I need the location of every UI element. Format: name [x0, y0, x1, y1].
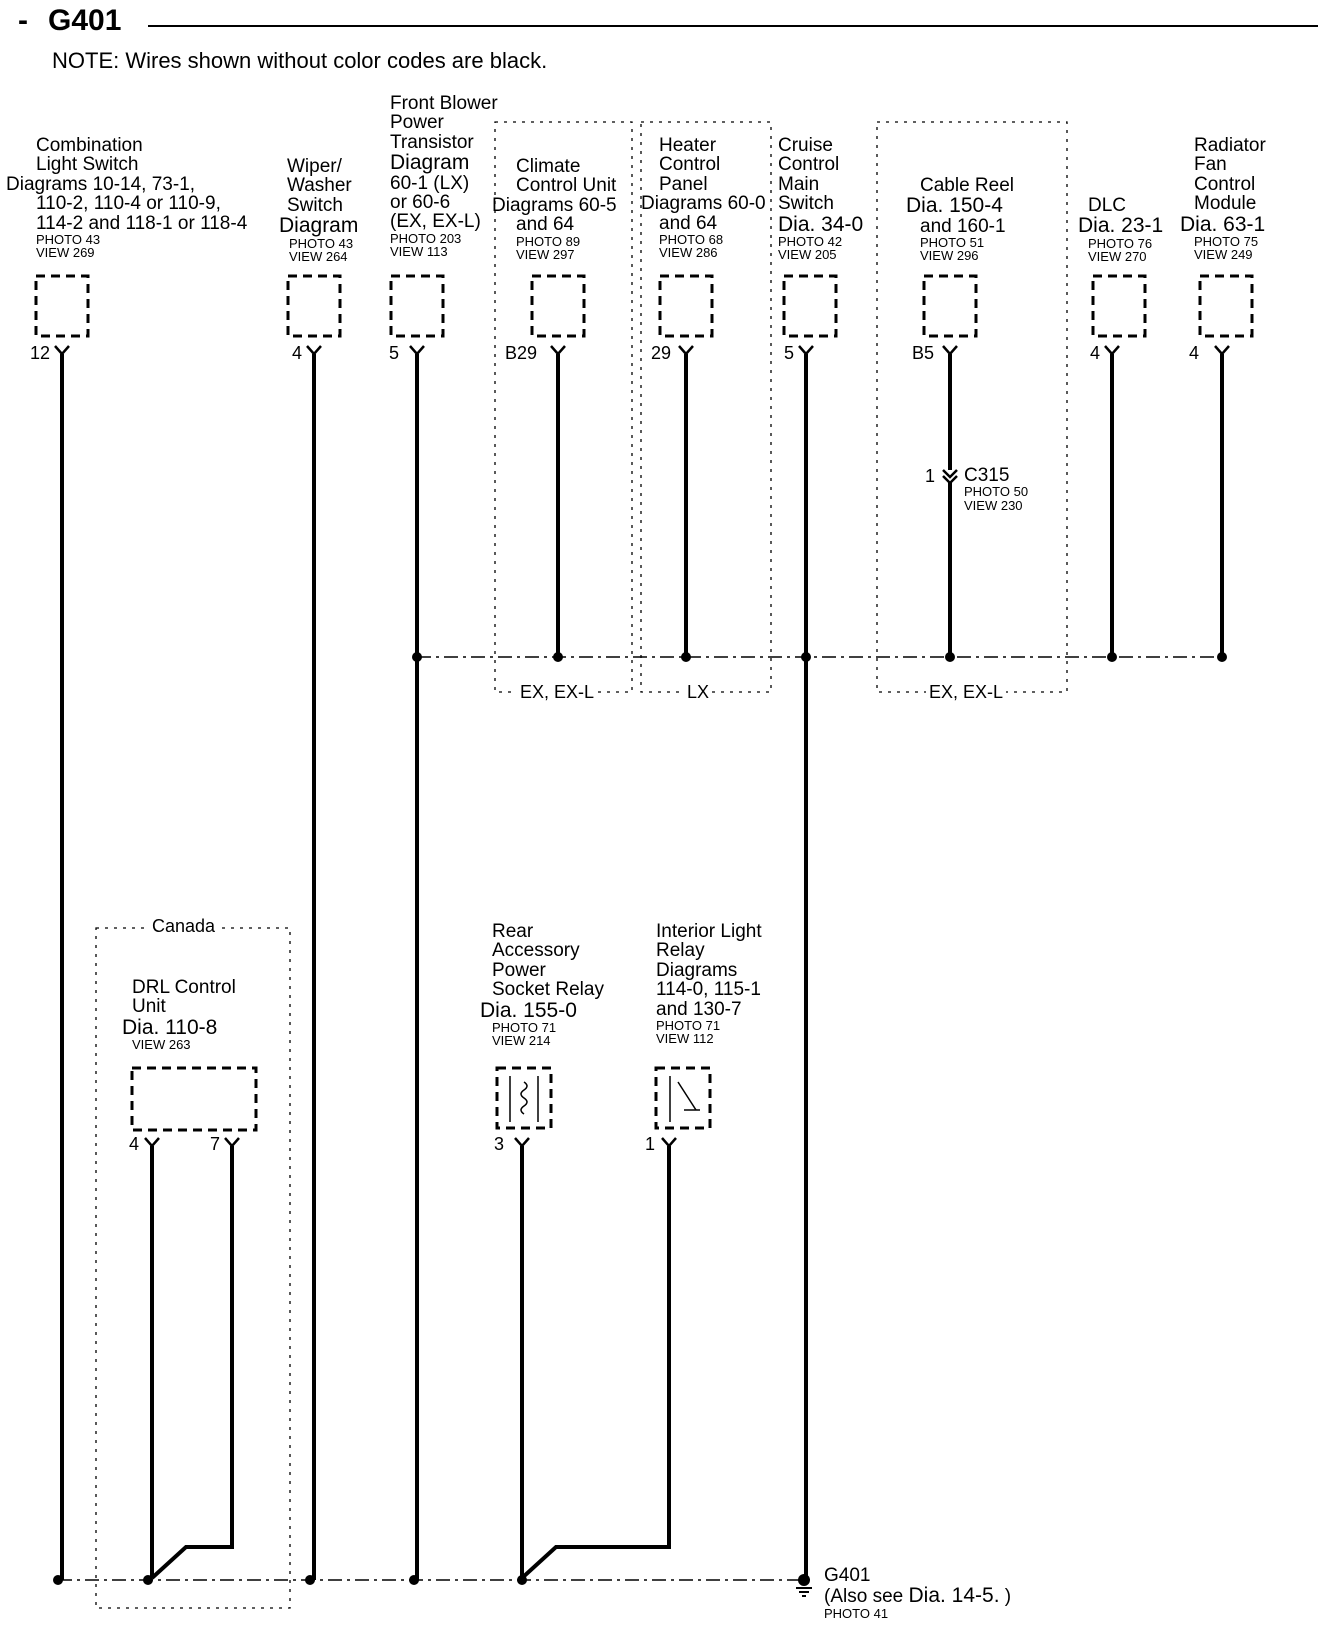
pin-climate: B29	[505, 343, 538, 363]
pin-wiper: 4	[292, 343, 303, 363]
pin-heater: 29	[651, 343, 672, 363]
wire-interior	[522, 1146, 669, 1578]
ground-also-prefix: (Also see	[824, 1586, 909, 1608]
blower-connector	[391, 276, 443, 336]
pin-cable: B5	[912, 343, 935, 363]
wiper-label: Wiper/ Washer Switch Diagram PHOTO 43 VIEW 264	[279, 156, 359, 264]
pin-interior: 1	[645, 1134, 656, 1154]
pin-radiator: 4	[1189, 343, 1200, 363]
relay-switch-contact	[678, 1082, 696, 1110]
wires	[62, 354, 1222, 1580]
rear-relay-label: Rear Accessory Power Socket Relay Dia. 155-0 PHOTO 71 VIEW 214	[480, 921, 604, 1049]
pin-drl-4: 4	[129, 1134, 140, 1154]
heater-label: Heater Control Panel Diagrams 60-0 and 64 PHOTO 68 VIEW 286	[641, 135, 766, 261]
pin-combo: 12	[30, 343, 51, 363]
relay-coil	[521, 1082, 527, 1114]
zone-heater-label: LX	[684, 682, 712, 703]
drl-connector	[132, 1068, 256, 1130]
ground-also-suffix: )	[999, 1586, 1012, 1608]
drl-label: DRL Control Unit Dia. 110-8 VIEW 263	[122, 977, 236, 1053]
pin-drl-7: 7	[210, 1134, 221, 1154]
combo-label: Combination Light Switch Diagrams 10-14, 73-1, 110-2, 110-4 or 110-9, 114-2 and 118-1 or 118-4 PHOTO 43 VIEW 269	[6, 135, 248, 261]
interior-relay-label: Interior Light Relay Diagrams 114-0, 115-1 and 130-7 PHOTO 71 VIEW 112	[656, 921, 762, 1047]
ground-also-ref: Dia. 14-5.	[908, 1584, 1000, 1608]
climate-connector	[532, 276, 584, 336]
interior-relay-connector	[656, 1068, 710, 1128]
zone-cable-label: EX, EX-L	[926, 682, 1006, 703]
c315-symbol	[943, 470, 957, 483]
title-dash: -	[18, 4, 28, 37]
dlc-label: DLC Dia. 23-1 PHOTO 76 VIEW 270	[1078, 195, 1164, 265]
dlc-connector	[1093, 276, 1145, 336]
note: NOTE: Wires shown without color codes are black.	[52, 48, 548, 73]
cruise-label: Cruise Control Main Switch Dia. 34-0 PHOTO 42 VIEW 205	[778, 135, 864, 263]
ground-symbol	[796, 1588, 812, 1596]
c315-pin: 1	[925, 466, 936, 486]
zone-climate-label: EX, EX-L	[517, 682, 597, 703]
pin-cruise: 5	[784, 343, 795, 363]
zone-canada-label: Canada	[148, 916, 219, 937]
splice-dots	[53, 652, 1227, 1586]
pin-dlc: 4	[1090, 343, 1101, 363]
cruise-connector	[784, 276, 836, 336]
climate-label: Climate Control Unit Diagrams 60-5 and 64 PHOTO 89 VIEW 297	[492, 156, 617, 262]
pin-blower: 5	[389, 343, 400, 363]
combo-connector	[36, 276, 88, 336]
wiper-connector	[288, 276, 340, 336]
cable-connector	[924, 276, 976, 336]
wire-drl-7	[152, 1146, 232, 1578]
page-title: G401	[48, 4, 122, 37]
cable-label: Cable Reel Dia. 150-4 and 160-1 PHOTO 51 VIEW 296	[906, 175, 1014, 264]
c315-label: C315 PHOTO 50 VIEW 230	[964, 465, 1029, 513]
heater-connector	[660, 276, 712, 336]
ground-label: G401 (Also see Dia. 14-5. ) PHOTO 41	[824, 1565, 1012, 1621]
pin-rear: 3	[494, 1134, 505, 1154]
radiator-connector	[1200, 276, 1252, 336]
radiator-label: Radiator Fan Control Module Dia. 63-1 PHOTO 75 VIEW 249	[1180, 135, 1266, 263]
blower-label: Front Blower Power Transistor Diagram 60-1 (LX) or 60-6 (EX, EX-L) PHOTO 203 VIEW 113	[390, 93, 498, 259]
